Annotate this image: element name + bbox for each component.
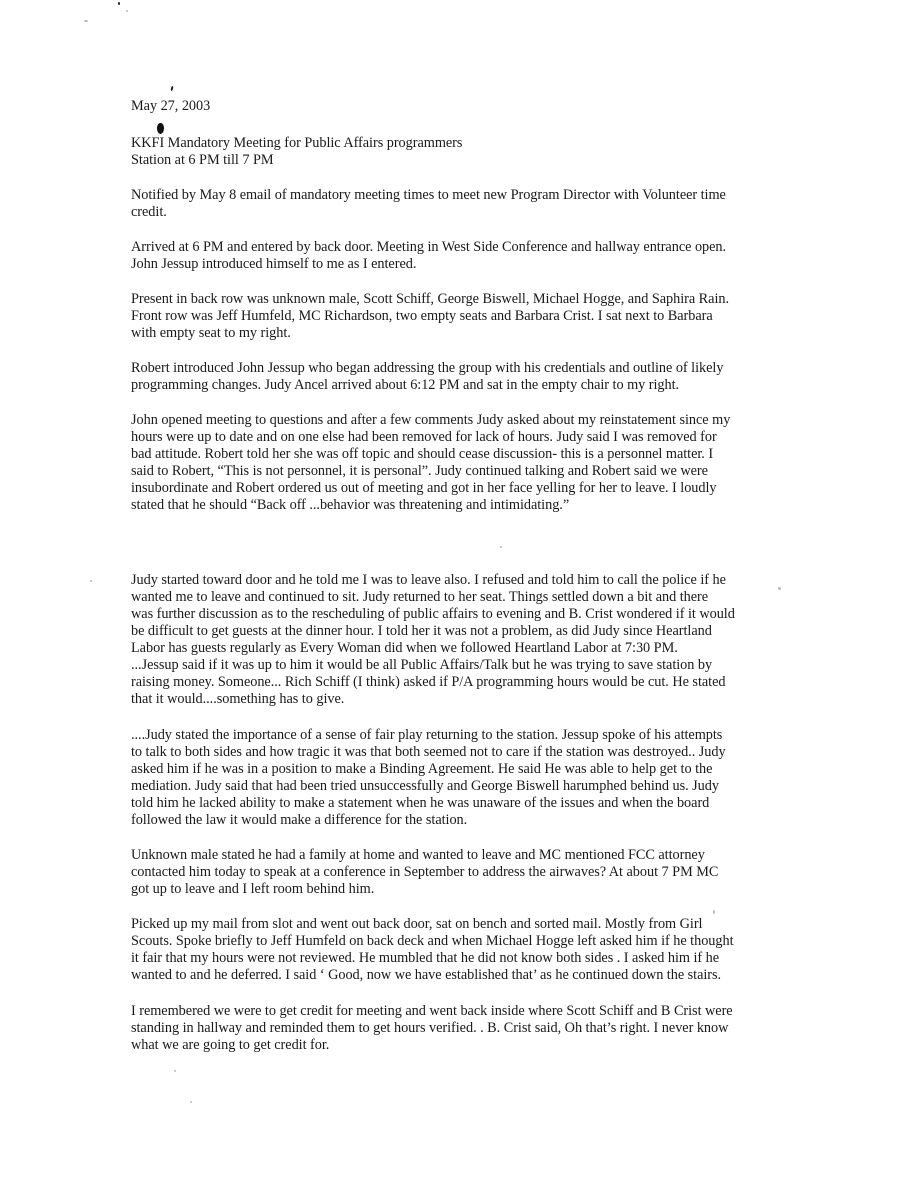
paragraph-line: Labor has guests regularly as Every Woman did when we followed Heartland Labor at 7:30 PM. — [131, 640, 678, 656]
paragraph-line: raising money. Someone... Rich Schiff (I think) asked if P/A programming hours would be cut. He stated — [131, 674, 726, 690]
paragraph-line: insubordinate and Robert ordered us out of meeting and got in her face yelling for her to leave. I loudly — [131, 480, 717, 496]
paragraph-line: I remembered we were to get credit for meeting and went back inside where Scott Schiff and B Crist were — [131, 1003, 733, 1019]
paragraph-line: that it would....something has to give. — [131, 691, 345, 707]
paragraph-line: Judy started toward door and he told me I was to leave also. I refused and told him to call the police if he — [131, 572, 726, 588]
scan-speck — [713, 910, 715, 914]
paragraph-line: John opened meeting to questions and after a few comments Judy asked about my reinstatement since my — [131, 412, 731, 428]
paragraph-line: be difficult to get guests at the dinner hour. I told her it was not a problem, as did Judy since Heartland — [131, 623, 712, 639]
paragraph-line: contacted him today to speak at a conference in September to address the airwaves? At about 7 PM MC — [131, 864, 719, 880]
paragraph-line: Scouts. Spoke briefly to Jeff Humfeld on back deck and when Michael Hogge left asked him if he thought — [131, 933, 734, 949]
paragraph-line: bad attitude. Robert told her she was off topic and should cease discussion- this is a personnel matter. I — [131, 446, 714, 462]
scan-speck — [84, 20, 88, 22]
paragraph-line: Unknown male stated he had a family at home and wanted to leave and MC mentioned FCC attorney — [131, 847, 705, 863]
scan-speck — [90, 580, 92, 582]
scan-speck — [190, 1101, 192, 1103]
paragraph-line: wanted me to leave and continued to sit. Judy returned to her seat. Things settled down a bit and there — [131, 589, 709, 605]
paragraph-line: hours were up to date and on one else had been removed for lack of hours. Judy said I was removed for — [131, 429, 717, 445]
paragraph-line: Front row was Jeff Humfeld, MC Richardson, two empty seats and Barbara Crist. I sat next to Barbara — [131, 308, 713, 324]
document-date: May 27, 2003 — [131, 98, 211, 114]
paragraph-line: John Jessup introduced himself to me as I entered. — [131, 256, 417, 272]
paragraph-line: ...Jessup said if it was up to him it would be all Public Affairs/Talk but he was trying to save station by — [131, 657, 713, 673]
paragraph-line: followed the law it would make a difference for the station. — [131, 812, 468, 828]
paragraph-line: was further discussion as to the rescheduling of public affairs to evening and B. Crist wondered if it would — [131, 606, 735, 622]
paragraph-line: stated that he should “Back off ...behavior was threatening and intimidating.” — [131, 497, 570, 513]
paragraph-line: to talk to both sides and how tragic it was that both seemed not to care if the station was destroyed.. Judy — [131, 744, 726, 760]
paragraph-line: told him he lacked ability to make a statement when he was unaware of the issues and when the board — [131, 795, 710, 811]
paragraph-line: Robert introduced John Jessup who began addressing the group with his credentials and outline of likely — [131, 360, 724, 376]
paragraph-line: standing in hallway and reminded them to get hours verified. . B. Crist said, Oh that’s right. I never know — [131, 1020, 729, 1036]
paragraph-line: programming changes. Judy Ancel arrived about 6:12 PM and sat in the empty chair to my right. — [131, 377, 680, 393]
paragraph-line: got up to leave and I left room behind him. — [131, 881, 375, 897]
paragraph-line: ....Judy stated the importance of a sense of fair play returning to the station. Jessup spoke of his attempts — [131, 727, 723, 743]
paragraph-line: mediation. Judy said that had been tried unsuccessfully and George Biswell harumphed behind us. Judy — [131, 778, 719, 794]
paragraph-line: said to Robert, “This is not personnel, it is personal”. Judy continued talking and Robert said we were — [131, 463, 708, 479]
scan-speck — [500, 546, 502, 548]
paragraph-line: it fair that my hours were not reviewed. He mumbled that he did not know both sides . I asked him if he — [131, 950, 720, 966]
paragraph-line: asked him if he was in a position to make a Binding Agreement. He said He was able to help get to the — [131, 761, 713, 777]
document-title: KKFI Mandatory Meeting for Public Affairs programmers — [131, 135, 463, 151]
paragraph-line: what we are going to get credit for. — [131, 1037, 330, 1053]
scan-speck — [778, 587, 781, 590]
paragraph-line: Picked up my mail from slot and went out back door, sat on bench and sorted mail. Mostly from Girl — [131, 916, 703, 932]
paragraph-line: credit. — [131, 204, 167, 220]
paragraph-line: wanted to and he deferred. I said ‘ Good, now we have established that’ as he continued down the stairs. — [131, 967, 722, 983]
scan-speck — [118, 2, 120, 5]
paragraph-line: with empty seat to my right. — [131, 325, 291, 341]
paragraph-line: Notified by May 8 email of mandatory meeting times to meet new Program Director with Volunteer time — [131, 187, 726, 203]
ink-blot — [157, 123, 164, 134]
scan-speck — [174, 1070, 176, 1072]
ink-mark — [170, 86, 173, 91]
paragraph-line: Present in back row was unknown male, Scott Schiff, George Biswell, Michael Hogge, and Saphira Rain. — [131, 291, 729, 307]
paragraph-line: Arrived at 6 PM and entered by back door. Meeting in West Side Conference and hallway entrance open. — [131, 239, 727, 255]
document-subtitle: Station at 6 PM till 7 PM — [131, 152, 274, 168]
scan-speck — [126, 10, 128, 12]
